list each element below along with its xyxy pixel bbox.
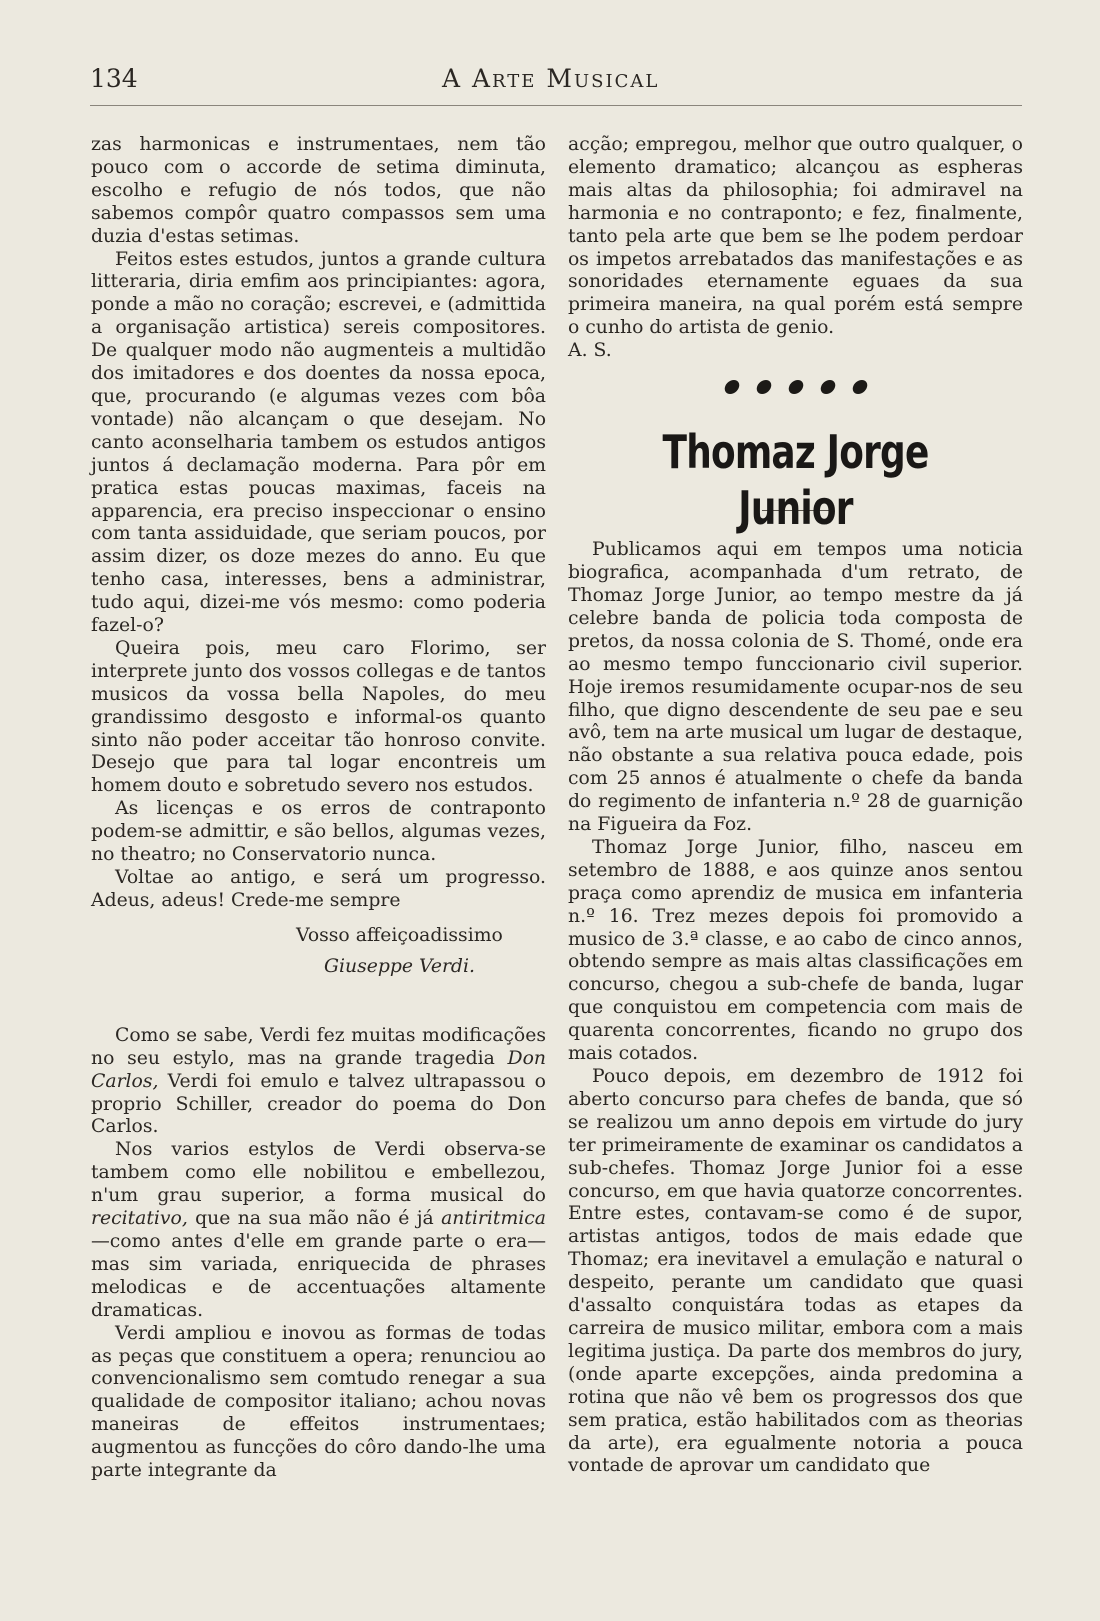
author-initials: A. S. bbox=[568, 340, 612, 362]
emphasis: recitativo, bbox=[91, 1208, 188, 1230]
left-column bbox=[91, 134, 546, 1483]
paragraph: Queira pois, meu caro Florimo, ser interprete junto dos vossos collegas e de tantos musicos da vossa bella Napoles, do meu grandissimo desgosto e informal-os quanto sinto não poder acceitar tão honroso convite. Desejo que para tal logar encontreis um homem douto e sobretudo severo nos estudos. bbox=[91, 637, 546, 797]
ornament-icon bbox=[851, 380, 869, 394]
paragraph: Como se sabe, Verdi fez muitas modificações no seu estylo, mas na grande tragedia Don Carlos, Verdi foi emulo e talvez ultrapassou o proprio Schiller, creador do poema do Don Carlos. bbox=[91, 1024, 546, 1138]
spacer bbox=[91, 987, 546, 1025]
running-head bbox=[90, 64, 1022, 104]
paragraph: Nos varios estylos de Verdi observa-se tambem como elle nobilitou e embellezou, n'um grau superior, a forma musical do recitativo, que na sua mão não é já antiritmica—como antes d'elle em grande parte o era—mas sim variada, enriquecida de phrases melodicas e de accentuações altamente dramaticas. bbox=[91, 1139, 546, 1321]
article-title: Thomaz Jorge Junior bbox=[662, 425, 929, 536]
header-rule bbox=[90, 105, 1022, 106]
paragraph: As licenças e os erros de contraponto podem-se admittir, e são bellos, algumas vezes, no theatro; no Conservatorio nunca. bbox=[91, 798, 546, 866]
signature: Giuseppe Verdi. bbox=[324, 955, 475, 977]
closing-line: Vosso affeiçoadissimo bbox=[296, 924, 503, 946]
paragraph: Feitos estes estudos, juntos a grande cultura litteraria, diria emfim aos principiantes: agora, ponde a mão no coração; escrevei, e (admittida a organisação artistica) sereis compositores. De qualquer modo não augmenteis a multidão dos imitadores e dos doentes da nossa epoca, que, procurando (e algumas vezes com bôa vontade) não alcançam o que desejam. No canto aconselharia tambem os estudos antigos juntos á declamação moderna. Para pôr em pratica estas poucas maximas, faceis na apparencia, era preciso inspeccionar o ensino com tanta assiduidade, que seriam poucos, por assim dizer, os doze mezes do anno. Eu que tenho casa, interesses, bens a administrar, tudo aqui, dizei-me vós mesmo: como poderia fazel-o? bbox=[91, 248, 546, 637]
paragraph: Pouco depois, em dezembro de 1912 foi aberto concurso para chefes de banda, que só se realizou um anno depois em virtude do jury ter primeiramente de examinar os candidatos a sub-chefes. Thomaz Jorge Junior foi a esse concurso, em que havia quatorze concorrentes. Entre estes, contavam-se como é de supor, artistas antigos, todos de mais edade que Thomaz; era inevitavel a emulação e natural o despeito, perante um candidato que quasi d'assalto conquistára todas as etapes da carreira de musico militar, embora com a mais legitima justiça. Da parte dos membros do jury, (onde aparte excepções, ainda predomina a rotina que não vê bem os progressos dos que sem pratica, estão habilitados com as theorias da arte), era egualmente notoria a pouca vontade de aprovar um candidato que bbox=[568, 1066, 1023, 1477]
letter-signoff bbox=[91, 925, 546, 987]
paragraph: Publicamos aqui em tempos uma noticia biografica, acompanhada d'um retrato, de Thomaz Jorge Junior, ao tempo mestre da já celebre banda de policia toda composta de pretos, da nossa colonia de S. Thomé, onde era ao mesmo tempo funccionario civil superior. Hoje iremos resumidamente ocupar-nos de seu filho, que digno descendente de seu pae e seu avô, tem na arte musical um lugar de destaque, não obstante a sua relativa pouca edade, pois com 25 annos é atualmente o chefe da banda do regimento de infanteria n.º 28 de guarnição na Figueira da Foz. bbox=[568, 539, 1023, 836]
paragraph: Voltae ao antigo, e será um progresso. Adeus, adeus! Crede-me sempre bbox=[91, 867, 546, 911]
paragraph: zas harmonicas e instrumentaes, nem tão pouco com o accorde de setima diminuta, escolho e refugio de nós todos, que não sabemos compôr quatro compassos sem uma duzia d'estas setimas. bbox=[91, 134, 546, 247]
ornament-icon bbox=[723, 380, 741, 394]
paragraph: Verdi ampliou e inovou as formas de todas as peças que constituem a opera; renunciou ao convencionalismo sem comtudo renegar a sua qualidade de compositor italiano; achou novas maneiras de effeitos instrumentaes; augmentou as funcções do côro dando-lhe uma parte integrante da bbox=[91, 1322, 546, 1482]
paragraph: acção; empregou, melhor que outro qualquer, o elemento dramatico; alcançou as espheras mais altas da philosophia; foi admiravel na harmonia e no contraponto; e fez, finalmente, tanto pela arte que bem se lhe podem perdoar os impetos arrebatados das manifestações e as sonoridades eternamente eguaes da sua primeira maneira, na qual porém está sempre o cunho do artista de genio. bbox=[568, 134, 1023, 339]
ornament-divider bbox=[568, 374, 1023, 406]
ornament-icon bbox=[819, 380, 837, 394]
emphasis: Don Carlos, bbox=[91, 1047, 546, 1092]
paragraph: Thomaz Jorge Junior, filho, nasceu em setembro de 1888, e aos quinze anos sentou praça como aprendiz de musica em infanteria n.º 16. Trez mezes depois foi promovido a musico de 3.ª classe, e ao cabo de cinco annos, obtendo sempre as mais altas classificações em concurso, chegou a sub-chefe de banda, lugar que conquistou em competencia com mais de quarenta concorrentes, ficando no grupo dos mais cotados. bbox=[568, 836, 1023, 1065]
right-column bbox=[568, 134, 1023, 1478]
emphasis: antiritmica bbox=[441, 1208, 546, 1230]
ornament-icon bbox=[787, 380, 805, 394]
page-number: 134 bbox=[90, 64, 138, 93]
ornament-icon bbox=[755, 380, 773, 394]
journal-title: A Arte Musical bbox=[442, 64, 660, 93]
